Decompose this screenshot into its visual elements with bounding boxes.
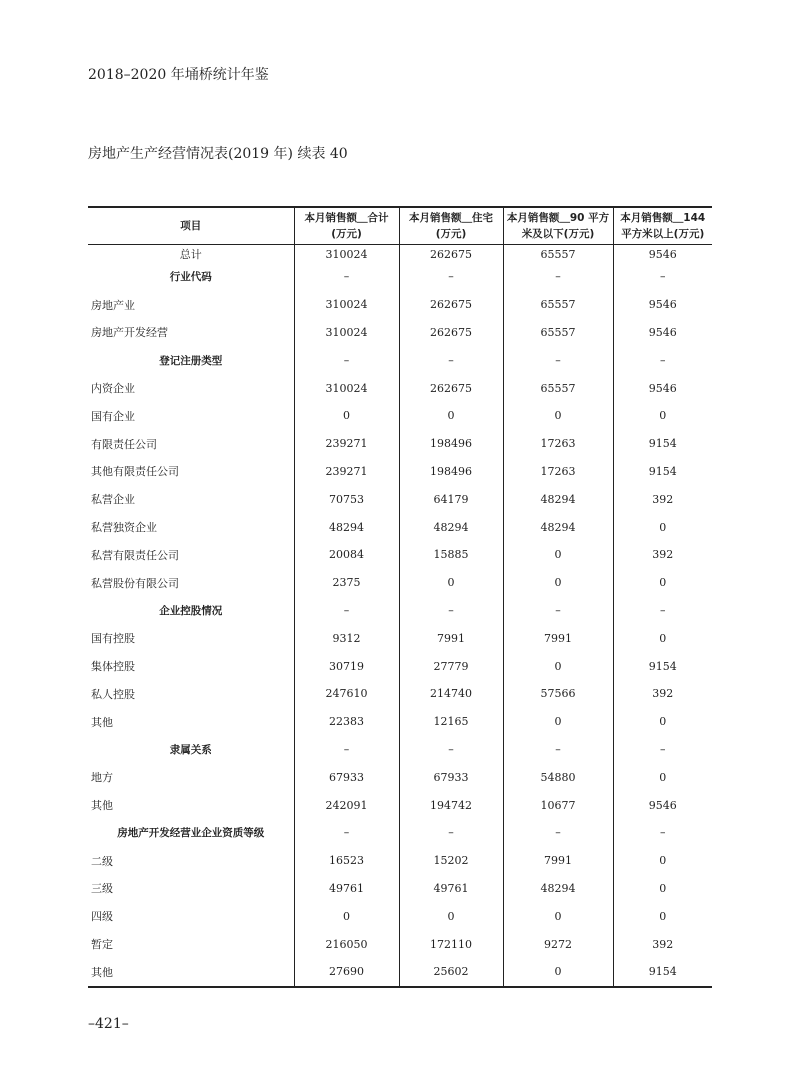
table-cell: 0 (613, 847, 712, 875)
table-row (88, 624, 712, 652)
table-cell: 54880 (503, 763, 613, 791)
table-cell: 0 (503, 402, 613, 430)
table-cell: 262675 (399, 319, 503, 347)
table-row (88, 763, 712, 791)
table-row (88, 458, 712, 486)
row-label: 二级 (91, 854, 113, 868)
table-cell: 57566 (503, 680, 613, 708)
table-cell: 0 (294, 902, 399, 930)
table-cell: – (294, 597, 399, 625)
table-cell: 0 (503, 708, 613, 736)
table-cell: – (503, 346, 613, 374)
table-cell: 15202 (399, 847, 503, 875)
table-cell: 67933 (294, 763, 399, 791)
table-cell: 30719 (294, 652, 399, 680)
row-label: 四级 (91, 910, 113, 924)
table-cell: 16523 (294, 847, 399, 875)
header-item (88, 207, 294, 245)
table-cell: 48294 (503, 485, 613, 513)
row-label: 其他 (91, 715, 113, 729)
table-cell: 0 (613, 513, 712, 541)
table-row (88, 263, 712, 291)
table-cell: 17263 (503, 458, 613, 486)
table-cell: 9154 (613, 458, 712, 486)
table-row (88, 708, 712, 736)
table-cell: 49761 (399, 875, 503, 903)
row-label: 房地产业 (91, 298, 135, 312)
table-cell: 172110 (399, 930, 503, 958)
table-row (88, 875, 712, 903)
table-cell: 2375 (294, 569, 399, 597)
table-cell: 9312 (294, 624, 399, 652)
table-cell: 0 (613, 569, 712, 597)
table-cell: 10677 (503, 791, 613, 819)
table-cell: 0 (503, 569, 613, 597)
table-cell: 310024 (294, 245, 399, 264)
table-row (88, 930, 712, 958)
table-cell: 20084 (294, 541, 399, 569)
section-header-label: 行业代码 (169, 271, 212, 284)
table-cell: 12165 (399, 708, 503, 736)
table-cell: 392 (613, 930, 712, 958)
table-cell: 9154 (613, 652, 712, 680)
table-row (88, 791, 712, 819)
table-cell: – (503, 263, 613, 291)
table-cell: – (503, 597, 613, 625)
table-cell: – (399, 819, 503, 847)
header-line: 平方米以上(万元) (621, 228, 705, 240)
row-label: 国有控股 (91, 632, 135, 646)
table-cell: 67933 (399, 763, 503, 791)
table-cell: 310024 (294, 374, 399, 402)
row-label: 其他有限责任公司 (91, 465, 179, 479)
table-row (88, 346, 712, 374)
table-cell: 198496 (399, 430, 503, 458)
table-cell: 9546 (613, 791, 712, 819)
table-cell: 0 (613, 763, 712, 791)
table-cell: 65557 (503, 374, 613, 402)
row-label: 三级 (91, 882, 113, 896)
row-label: 内资企业 (91, 382, 135, 396)
table-row (88, 652, 712, 680)
header-total-sales (294, 207, 399, 245)
table-cell: – (503, 819, 613, 847)
table-cell: 0 (399, 569, 503, 597)
table-cell: – (613, 346, 712, 374)
table-cell: 0 (613, 902, 712, 930)
table-row (88, 736, 712, 764)
row-label: 其他 (91, 799, 113, 813)
table-cell: 0 (503, 541, 613, 569)
header-residential-sales (399, 207, 503, 245)
row-label: 国有企业 (91, 409, 135, 423)
table-title: 房地产生产经营情况表(2019 年) 续表 40 (88, 146, 348, 162)
table-cell: 0 (399, 902, 503, 930)
table-cell: 9154 (613, 958, 712, 987)
table-cell: 242091 (294, 791, 399, 819)
header-under-90-sales (503, 207, 613, 245)
table-cell: 64179 (399, 485, 503, 513)
table-cell: 27779 (399, 652, 503, 680)
table-row (88, 847, 712, 875)
table-cell: 17263 (503, 430, 613, 458)
table-cell: – (399, 736, 503, 764)
row-label: 集体控股 (91, 660, 135, 674)
row-label: 房地产开发经营 (91, 326, 168, 340)
header-over-144-sales (613, 207, 712, 245)
table-cell: – (399, 346, 503, 374)
table-row (88, 402, 712, 430)
table-cell: 9154 (613, 430, 712, 458)
row-label: 暂定 (91, 938, 113, 952)
table-cell: 9272 (503, 930, 613, 958)
table-cell: 0 (399, 402, 503, 430)
table-cell: 0 (503, 902, 613, 930)
table-cell: 262675 (399, 291, 503, 319)
table-cell: 0 (613, 624, 712, 652)
table-cell: – (294, 263, 399, 291)
table-cell: 0 (294, 402, 399, 430)
table-cell: – (399, 597, 503, 625)
table-cell: 49761 (294, 875, 399, 903)
header-line: 本月销售额＿144 (620, 212, 706, 224)
header-line: 本月销售额＿住宅 (409, 212, 493, 224)
page-number: –421– (88, 1016, 129, 1032)
row-label: 私营有限责任公司 (91, 548, 179, 562)
table-row (88, 430, 712, 458)
section-header-label: 隶属关系 (169, 743, 212, 756)
table-cell: – (294, 819, 399, 847)
statistics-table (88, 206, 712, 988)
row-label: 有限责任公司 (91, 437, 157, 451)
table-cell: 0 (613, 708, 712, 736)
row-label: 私营股份有限公司 (91, 576, 179, 590)
table-cell: – (399, 263, 503, 291)
table-row (88, 597, 712, 625)
table-cell: 15885 (399, 541, 503, 569)
row-label: 私营独资企业 (91, 521, 157, 535)
table-row (88, 513, 712, 541)
header-line: 本月销售额＿90 平方 (506, 212, 610, 224)
table-cell: 48294 (503, 875, 613, 903)
table-cell: 247610 (294, 680, 399, 708)
table-cell: 22383 (294, 708, 399, 736)
table-cell: 27690 (294, 958, 399, 987)
table-cell: – (613, 819, 712, 847)
table-cell: 0 (503, 958, 613, 987)
table-row (88, 291, 712, 319)
table-cell: – (294, 736, 399, 764)
table-cell: 262675 (399, 245, 503, 264)
statistics-table-container (88, 206, 712, 988)
header-line: 米及以下(万元) (521, 228, 595, 240)
table-row (88, 569, 712, 597)
table-header (88, 207, 712, 245)
table-cell: 7991 (399, 624, 503, 652)
table-cell: 392 (613, 485, 712, 513)
table-row (88, 902, 712, 930)
table-row (88, 541, 712, 569)
section-header-label: 登记注册类型 (159, 354, 223, 367)
table-row (88, 819, 712, 847)
table-row (88, 485, 712, 513)
table-cell: 9546 (613, 245, 712, 264)
table-cell: 9546 (613, 374, 712, 402)
table-cell: 65557 (503, 245, 613, 264)
table-cell: 25602 (399, 958, 503, 987)
table-body (88, 245, 712, 987)
row-label: 私人控股 (91, 687, 135, 701)
table-cell: – (613, 263, 712, 291)
table-cell: 0 (613, 875, 712, 903)
header-line: (万元) (435, 228, 467, 240)
header-line: 本月销售额＿合计 (304, 212, 389, 224)
table-cell: – (503, 736, 613, 764)
header-item-label: 项目 (180, 220, 202, 232)
row-label: 总计 (179, 248, 202, 261)
table-cell: 194742 (399, 791, 503, 819)
table-row (88, 319, 712, 347)
running-head: 2018–2020 年埇桥统计年鉴 (88, 67, 269, 83)
table-cell: 48294 (503, 513, 613, 541)
table-cell: 7991 (503, 847, 613, 875)
table-cell: 0 (503, 652, 613, 680)
row-label: 地方 (91, 771, 113, 785)
table-row (88, 680, 712, 708)
table-row (88, 374, 712, 402)
table-cell: 48294 (294, 513, 399, 541)
table-cell: – (613, 597, 712, 625)
table-cell: 48294 (399, 513, 503, 541)
row-label: 私营企业 (91, 493, 135, 507)
table-cell: 65557 (503, 319, 613, 347)
table-row (88, 958, 712, 987)
table-cell: 9546 (613, 319, 712, 347)
table-cell: 392 (613, 680, 712, 708)
table-cell: 262675 (399, 374, 503, 402)
section-header-label: 房地产开发经营业企业资质等级 (117, 827, 265, 840)
table-cell: 0 (613, 402, 712, 430)
table-row (88, 245, 712, 264)
header-line: (万元) (331, 228, 362, 240)
table-cell: 392 (613, 541, 712, 569)
section-header-label: 企业控股情况 (159, 604, 223, 617)
table-cell: 310024 (294, 291, 399, 319)
table-cell: 310024 (294, 319, 399, 347)
table-cell: 65557 (503, 291, 613, 319)
table-cell: – (294, 346, 399, 374)
table-cell: 216050 (294, 930, 399, 958)
table-cell: 70753 (294, 485, 399, 513)
table-cell: 214740 (399, 680, 503, 708)
table-cell: – (613, 736, 712, 764)
table-cell: 9546 (613, 291, 712, 319)
table-cell: 239271 (294, 430, 399, 458)
header-row (88, 207, 712, 245)
table-cell: 7991 (503, 624, 613, 652)
table-cell: 198496 (399, 458, 503, 486)
table-cell: 239271 (294, 458, 399, 486)
row-label: 其他 (88, 958, 294, 987)
